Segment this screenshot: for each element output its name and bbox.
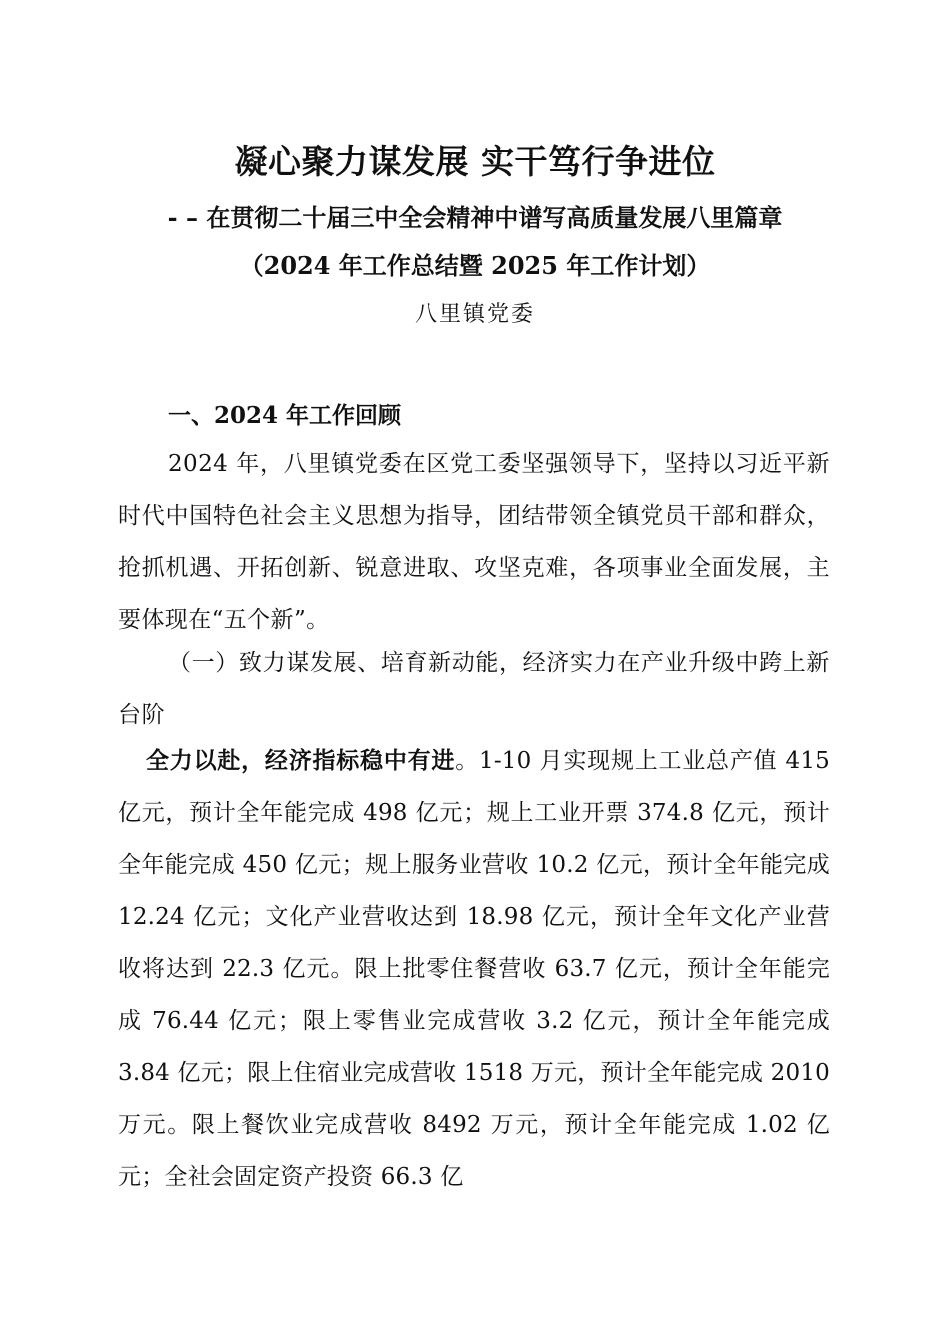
document-title: 凝心聚力谋发展 实干笃行争进位 (234, 142, 716, 181)
paragraph-economic-indicators (118, 735, 830, 1203)
subsection-heading-development: （一）致力谋发展、培育新动能，经济实力在产业升级中跨上新台阶 (118, 650, 830, 728)
paragraph-body-text: 。1-10 月实现规上工业总产值 415 亿元，预计全年能完成 498 亿元；规上工业开票 374.8 亿元，预计全年能完成 450 亿元；规上服务业营收 10.2 亿元，预计全年能完成 12.24 亿元；文化产业营收达到 18.98 亿元，预计全年文化产业营收将达到 22.3 亿元。限上批零住餐营收 63.7 亿元，预计全年能完成 76.44 亿元；限上零售业完成营收 3.2 亿元，预计全年能完成 3.84 亿元；限上住宿业完成营收 1518 万元，预计全年能完成 2010 万元。限上餐饮业完成营收 8492 万元，预计全年能完成 1.02 亿元；全社会固定资产投资 66.3 亿 (118, 748, 830, 1190)
section-heading-work-review: 一、2024 年工作回顾 (168, 402, 402, 429)
paragraph-lead-phrase: 全力以赴，经济指标稳中有进 (146, 747, 456, 774)
document-period-title: （2024 年工作总结暨 2025 年工作计划） (239, 251, 711, 280)
document-author: 八里镇党委 (414, 302, 535, 327)
document-subtitle: - – 在贯彻二十届三中全会精神中谱写高质量发展八里篇章 (167, 203, 783, 232)
paragraph-overview: 2024 年，八里镇党委在区党工委坚强领导下，坚持以习近平新时代中国特色社会主义思想为指导，团结带领全镇党员干部和群众，抢抓机遇、开拓创新、锐意进取、攻坚克难，各项事业全面发展，主要体现在“五个新”。 (118, 451, 830, 633)
